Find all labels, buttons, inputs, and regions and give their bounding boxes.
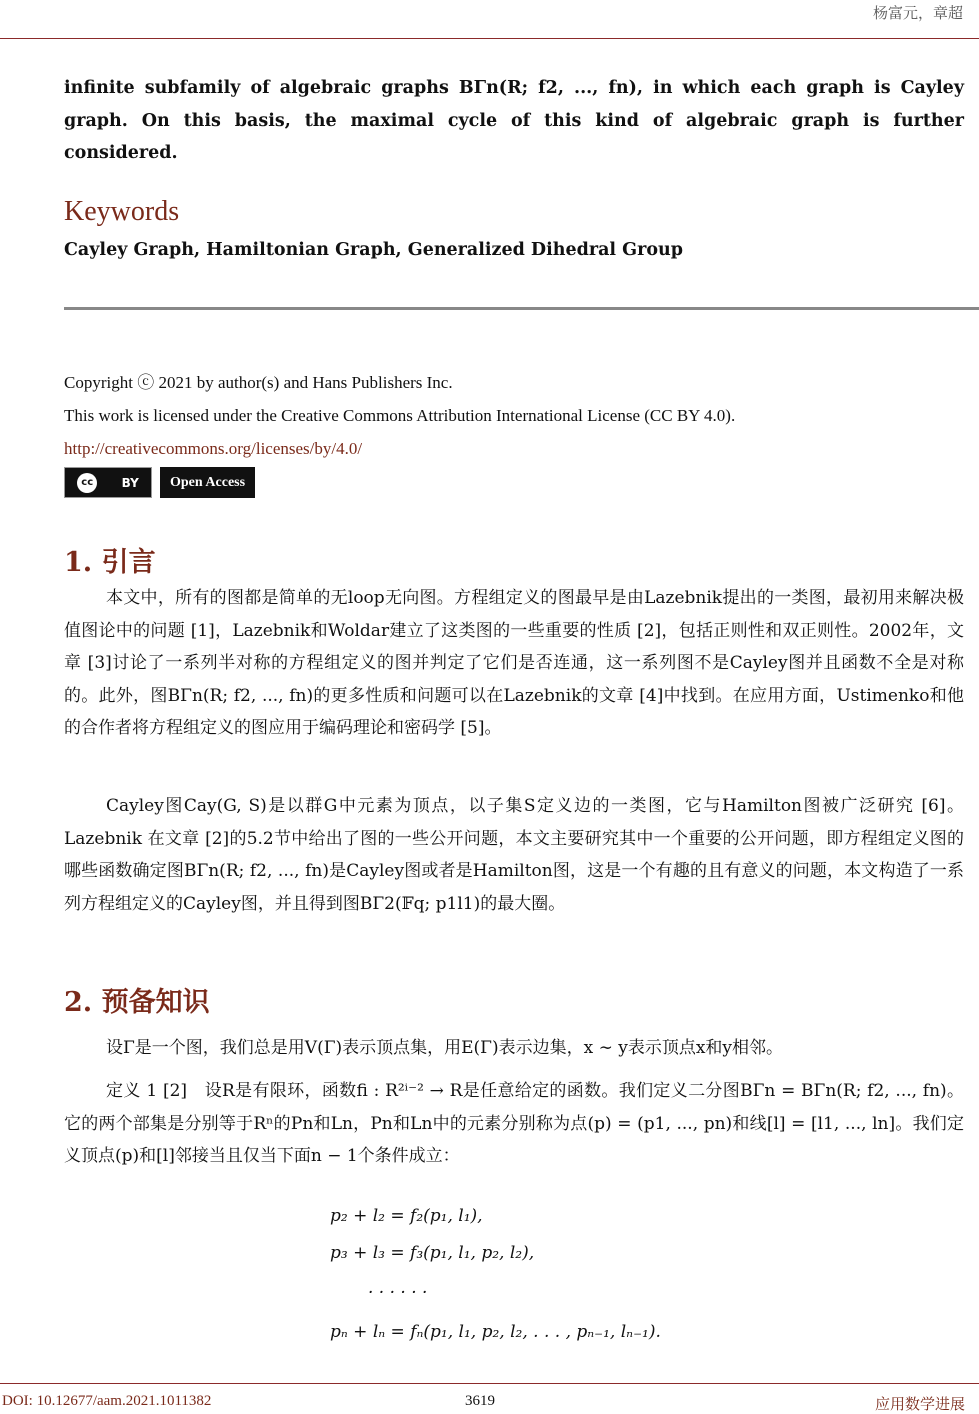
- paragraph-prelim-1: 设Γ是一个图，我们总是用V(Γ)表示顶点集，用E(Γ)表示边集，x ∼ y表示顶点x和y相邻。: [106, 1038, 784, 1058]
- section-separator: [64, 307, 979, 310]
- license-line: This work is licensed under the Creative Commons Attribution International License (CC BY 4.0).: [64, 406, 736, 425]
- section-heading-2: 2. 预备知识: [64, 987, 210, 1018]
- abstract-tail: infinite subfamily of algebraic graphs BΓn(R; f2, ..., fn), in which each graph is Cayley graph. On this basis, the maximal cycle of this kind of algebraic graph is further considered.: [64, 78, 964, 163]
- copyright-line: Copyright ⓒ 2021 by author(s) and Hans Publishers Inc.: [64, 373, 453, 392]
- copyright-block: [64, 366, 735, 465]
- footer-journal: 应用数学进展: [874, 1395, 965, 1413]
- keywords-heading: Keywords: [64, 196, 180, 227]
- keywords-list: Cayley Graph, Hamiltonian Graph, Generalized Dihedral Group: [64, 240, 683, 260]
- open-access-badge: Open Access: [160, 467, 255, 498]
- paragraph-intro-2: Cayley图Cay(G, S)是以群G中元素为顶点，以子集S定义边的一类图，它与Hamilton图被广泛研究 [6]。Lazebnik 在文章 [2]的5.2节中给出了图的一些公开问题，本文主要研究其中一个重要的公开问题，即方程组定义图的哪些函数确定图BΓn(R; f2, ..., fn)是Cayley图或者是Hamilton图，这是一个有趣的且有意义的问题，本文构造了一系列方程组定义的Cayley图，并且得到图BΓ2(𝔽q; p1l1)的最大圈。: [64, 796, 964, 914]
- section-heading-1: 1. 引言: [64, 547, 156, 578]
- equation-line: p₂ + l₂ = f₂(p₁, l₁),: [330, 1206, 483, 1226]
- paragraph-intro-1: 本文中，所有的图都是简单的无loop无向图。方程组定义的图最早是由Lazebnik提出的一类图，最初用来解决极值图论中的问题 [1]，Lazebnik和Woldar建立了这类图的一些重要的性质 [2]，包括正则性和双正则性。2002年，文章 [3]讨论了一系列半对称的方程组定义的图并判定了它们是否连通，这一系列图不是Cayley图并且函数不全是对称的。此外，图BΓn(R; f2, ..., fn)的更多性质和问题可以在Lazebnik的文章 [4]中找到。在应用方面，Ustimenko和他的合作者将方程组定义的图应用于编码理论和密码学 [5]。: [64, 588, 964, 738]
- running-header-authors: 杨富元，章超: [872, 4, 963, 22]
- page-number: 3619: [465, 1393, 495, 1409]
- by-label: BY: [121, 475, 139, 490]
- header-rule: [0, 38, 979, 39]
- footer-doi[interactable]: DOI: 10.12677/aam.2021.1011382: [2, 1393, 212, 1409]
- license-badges: [64, 467, 255, 498]
- license-link[interactable]: http://creativecommons.org/licenses/by/4.0/: [64, 439, 363, 458]
- cc-icon: cc: [77, 473, 97, 493]
- equation-line: p₃ + l₃ = f₃(p₁, l₁, p₂, l₂),: [330, 1243, 535, 1263]
- equation-line: pₙ + lₙ = fₙ(p₁, l₁, p₂, l₂, . . . , pₙ₋₁, lₙ₋₁).: [330, 1322, 661, 1342]
- definition-1: 定义 1 [2] 设R是有限环，函数fi : R²ⁱ⁻² → R是任意给定的函数。我们定义二分图BΓn = BΓn(R; f2, ..., fn)。它的两个部集是分别等于Rⁿ的Pn和Ln，Pn和Ln中的元素分别称为点(p) = (p1, ..., pn)和线[l] = [l1, ..., ln]。我们定义顶点(p)和[l]邻接当且仅当下面n − 1个条件成立：: [64, 1081, 964, 1166]
- equation-ellipsis: · · · · · ·: [368, 1283, 428, 1303]
- footer-rule: [0, 1383, 979, 1384]
- cc-by-badge[interactable]: [64, 467, 152, 498]
